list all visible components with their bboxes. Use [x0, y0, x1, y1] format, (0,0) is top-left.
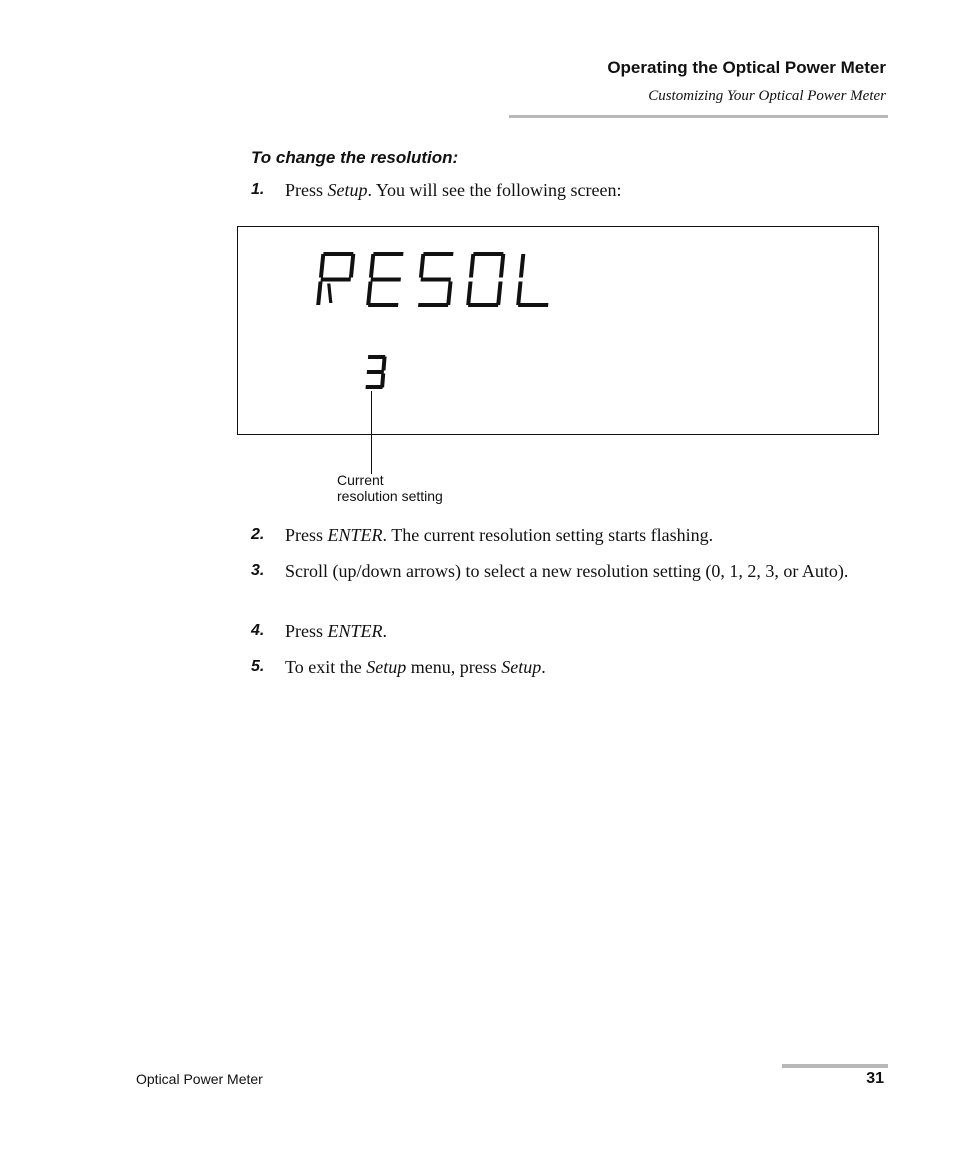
- lcd-segment: [369, 254, 375, 278]
- callout-leader-line: [371, 391, 372, 474]
- lcd-main-readout: [316, 252, 548, 307]
- callout-line-1: Current: [337, 472, 384, 488]
- lcd-segment: [319, 254, 325, 278]
- lcd-segment: [473, 252, 503, 256]
- step-text: Press Setup. You will see the following screen:: [285, 180, 622, 200]
- lcd-segment: [367, 370, 384, 374]
- lcd-segment: [466, 282, 472, 306]
- step-text: To exit the Setup menu, press Setup.: [285, 657, 546, 677]
- step-text: Press ENTER. The current resolution setting starts flashing.: [285, 525, 714, 545]
- procedure-heading: To change the resolution:: [251, 148, 459, 167]
- step-5: [251, 655, 891, 679]
- lcd-segment: [469, 254, 475, 278]
- lcd-screen: [237, 226, 879, 435]
- emphasis: ENTER: [327, 621, 383, 641]
- lcd-char: [316, 252, 355, 305]
- lcd-display: [238, 227, 878, 434]
- footer-rule: [782, 1064, 888, 1068]
- lcd-segment: [518, 303, 548, 307]
- lcd-resolution-value: [366, 355, 387, 389]
- lcd-char: [466, 252, 505, 307]
- lcd-segment: [316, 282, 322, 306]
- lcd-segment: [421, 278, 451, 282]
- step-number: 5.: [251, 658, 265, 675]
- lcd-segment: [468, 303, 498, 307]
- emphasis: Setup: [366, 657, 407, 677]
- lcd-segment: [519, 254, 525, 278]
- step-text: Press ENTER.: [285, 621, 388, 641]
- lcd-segment: [423, 252, 453, 256]
- running-header-subtitle: Customizing Your Optical Power Meter: [648, 88, 886, 104]
- emphasis: Setup: [327, 180, 368, 200]
- page-number: 31: [866, 1070, 884, 1087]
- lcd-segment: [327, 284, 332, 304]
- step-1: [251, 178, 891, 202]
- callout-line-2: resolution setting: [337, 488, 443, 504]
- lcd-segment: [366, 282, 372, 306]
- lcd-segment: [418, 303, 448, 307]
- step-number: 4.: [251, 622, 265, 639]
- lcd-segment: [323, 252, 353, 256]
- lcd-segment: [368, 303, 398, 307]
- lcd-segment: [446, 282, 452, 306]
- step-2: [251, 523, 891, 547]
- step-number: 2.: [251, 526, 265, 543]
- lcd-segment: [349, 254, 355, 278]
- running-header-title: Operating the Optical Power Meter: [607, 58, 886, 77]
- emphasis: Setup: [501, 657, 542, 677]
- lcd-segment: [496, 282, 502, 306]
- step-4: [251, 619, 891, 643]
- step-number: 1.: [251, 181, 265, 198]
- lcd-segment: [371, 278, 401, 282]
- lcd-segment: [516, 282, 522, 306]
- lcd-segment: [373, 252, 403, 256]
- emphasis: ENTER: [327, 525, 383, 545]
- lcd-segment: [366, 385, 383, 389]
- step-3: [251, 559, 891, 583]
- lcd-segment: [499, 254, 505, 278]
- header-rule: [509, 115, 888, 118]
- lcd-segment: [321, 278, 351, 282]
- step-number: 3.: [251, 562, 265, 579]
- lcd-char: [516, 254, 548, 307]
- callout-label: [337, 472, 443, 504]
- step-text: Scroll (up/down arrows) to select a new resolution setting (0, 1, 2, 3, or Auto).: [285, 561, 849, 581]
- lcd-segment: [419, 254, 425, 278]
- footer-document-title: Optical Power Meter: [136, 1071, 263, 1087]
- lcd-char: [366, 355, 387, 389]
- lcd-char: [366, 252, 403, 307]
- lcd-char: [418, 252, 454, 307]
